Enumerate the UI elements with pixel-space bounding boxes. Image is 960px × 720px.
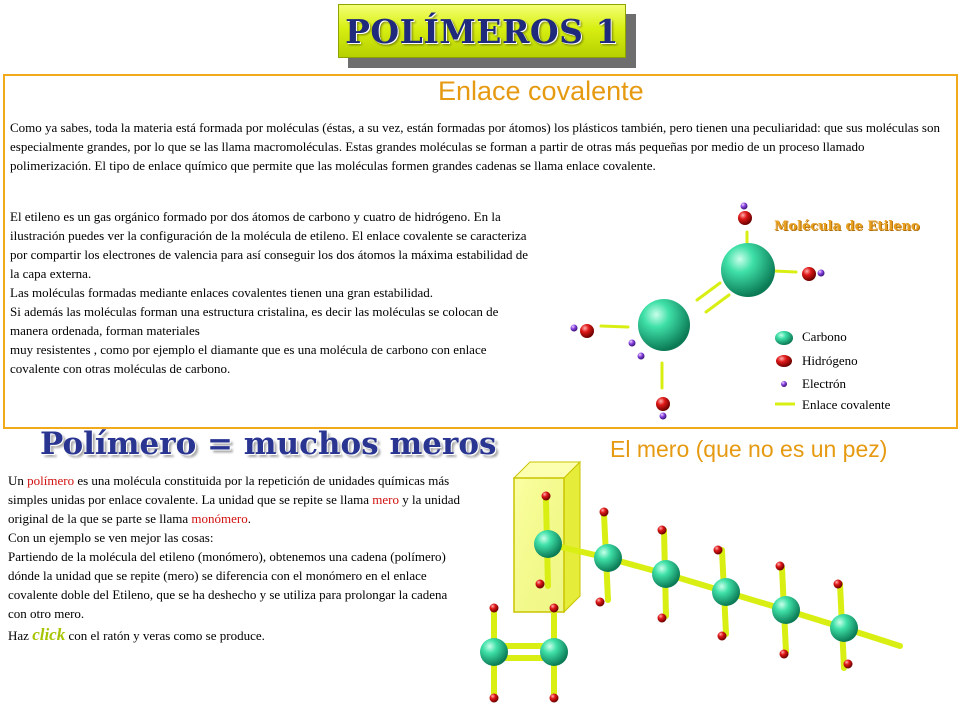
section-title: Enlace covalente [438, 76, 644, 106]
hydrogen-atom [600, 508, 609, 517]
click-instruction: Haz click con el ratón y veras como se produce. [8, 625, 265, 644]
carbon-atom [480, 638, 508, 666]
hydrogen-atom [834, 580, 843, 589]
legend-carbon-label: Carbono [802, 329, 847, 344]
polymer-definition: Un polímero es una molécula constituida por la repetición de unidades químicas más simples unidas por enlace covalente. La unidad que se repite se llama mero y la unidad original de la que se parte se llama monómero. [8, 473, 460, 526]
carbon-atom [540, 638, 568, 666]
polymer-term: polímero [27, 473, 75, 488]
hydrogen-atom [536, 580, 545, 589]
hydrogen-atom [550, 694, 559, 703]
hydrogen-atom [844, 660, 853, 669]
molecule-title: Molécula de Etileno [774, 219, 920, 234]
hydrogen-atom [542, 492, 551, 501]
ethylene-paragraph-2: Las moléculas formadas mediante enlaces covalentes tienen una gran estabilidad. [10, 285, 434, 300]
ethylene-paragraph-4: muy resistentes , como por ejemplo el diamante que es una molécula de carbono con enlace covalente con otras moléculas de carbono. [10, 342, 487, 376]
mero-heading: El mero (que no es un pez) [610, 436, 888, 462]
hydrogen-atom [658, 526, 667, 535]
carbon-atom [712, 578, 740, 606]
hydrogen-atom [718, 632, 727, 641]
legend-hydrogen-label: Hidrógeno [802, 353, 858, 368]
intro-paragraph: Como ya sabes, toda la materia está formada por moléculas (éstas, a su vez, están formadas por átomos) los plásticos también, pero tienen una peculiaridad: que sus moléculas son especialmente grandes, por lo que se las llama macromoléculas. Estas grandes moléculas se forman a partir de otras más pequeñas por medio de un proceso llamado polimerización. El tipo de enlace químico que permite que las moléculas formen grandes cadenas se llama enlace covalente. [10, 120, 940, 173]
example-line: Con un ejemplo se ven mejor las cosas: [8, 530, 214, 545]
carbon-atom [772, 596, 800, 624]
hydrogen-atom [596, 598, 605, 607]
hydrogen-atom [714, 546, 723, 555]
carbon-atom [534, 530, 562, 558]
hydrogen-atom [490, 604, 499, 613]
legend-bond-label: Enlace covalente [802, 397, 891, 412]
ethylene-paragraph-1: El etileno es un gas orgánico formado por dos átomos de carbono y cuatro de hidrógeno. En la ilustración puedes ver la configuración de la molécula de etileno. El enlace covalente se caracteriza por compartir los electrones de valencia para así conseguir los dos átomos la máxima estabilidad de la capa externa. [10, 209, 529, 281]
monomer-term: monómero [191, 511, 248, 526]
carbon-atom [830, 614, 858, 642]
legend-electron-label: Electrón [802, 376, 847, 391]
ethylene-paragraph-3: Si además las moléculas forman una estructura cristalina, es decir las moléculas se colocan de manera ordenada, forman materiales [10, 304, 499, 338]
click-link[interactable]: click [32, 625, 66, 644]
mero-term: mero [372, 492, 399, 507]
hydrogen-atom [776, 562, 785, 571]
polymer-heading: Polímero = muchos meros [40, 426, 497, 462]
hydrogen-atom [780, 650, 789, 659]
hydrogen-atom [658, 614, 667, 623]
hydrogen-atom [490, 694, 499, 703]
hydrogen-atom [550, 604, 559, 613]
chain-explanation: Partiendo de la molécula del etileno (monómero), obtenemos una cadena (polímero) dónde la unidad que se repite (mero) se diferencia con el monómero en el enlace covalente doble del Etileno, que se ha deshecho y se utiliza para prolongar la cadena con otro mero. [8, 549, 448, 621]
carbon-atom [652, 560, 680, 588]
carbon-atom [594, 544, 622, 572]
page-title: POLÍMEROS 1 [345, 11, 619, 51]
